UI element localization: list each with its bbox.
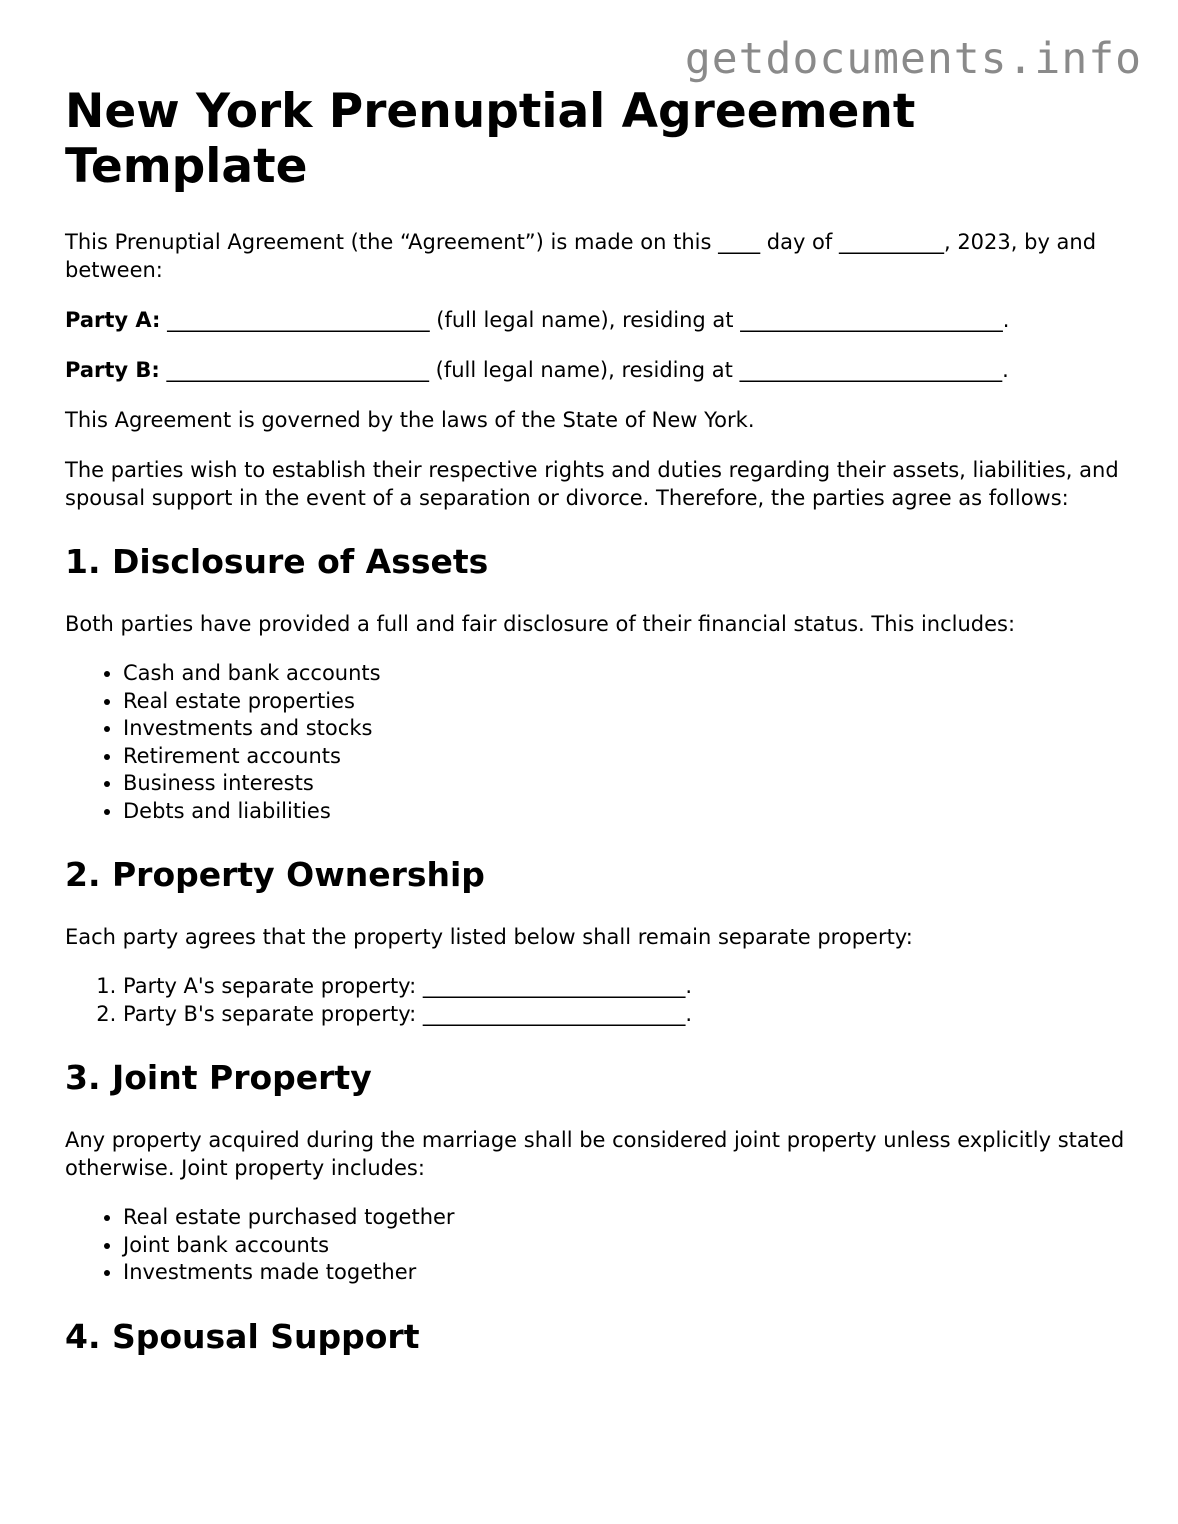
party-b-text: _________________________ (full legal name), residing at _________________________. bbox=[159, 358, 1009, 382]
purpose-paragraph: The parties wish to establish their respective rights and duties regarding their assets, liabilities, and spousal support in the event of a separation or divorce. Therefore, the parties agree as follows: bbox=[65, 458, 1119, 510]
governing-law-paragraph: This Agreement is governed by the laws of the State of New York. bbox=[65, 408, 755, 432]
list-item: 2. Party B's separate property: _________________________. bbox=[123, 1001, 1125, 1029]
list-item: • Real estate purchased together bbox=[123, 1204, 1125, 1232]
party-a-line bbox=[65, 306, 1125, 334]
list-item: • Real estate properties bbox=[123, 688, 1125, 716]
list-item: • Retirement accounts bbox=[123, 743, 1125, 771]
document-title: New York Prenuptial Agreement Template bbox=[65, 84, 916, 194]
joint-paragraph: Any property acquired during the marriage shall be considered joint property unless explicitly stated otherwise. Joint property includes: bbox=[65, 1128, 1125, 1180]
list-item: • Investments made together bbox=[123, 1259, 1125, 1287]
intro-paragraph: This Prenuptial Agreement (the “Agreement”) is made on this ____ day of __________, 2023, by and between: bbox=[65, 230, 1097, 282]
section-heading-disclosure: 1. Disclosure of Assets bbox=[65, 542, 489, 581]
ownership-list bbox=[65, 973, 1125, 1028]
party-a-text: _________________________ (full legal name), residing at _________________________. bbox=[160, 308, 1010, 332]
document-body bbox=[65, 84, 1125, 1385]
list-item: • Investments and stocks bbox=[123, 715, 1125, 743]
ownership-paragraph: Each party agrees that the property listed below shall remain separate property: bbox=[65, 925, 913, 949]
list-item: • Debts and liabilities bbox=[123, 798, 1125, 826]
list-item: 1. Party A's separate property: _________________________. bbox=[123, 973, 1125, 1001]
disclosure-paragraph: Both parties have provided a full and fair disclosure of their financial status. This includes: bbox=[65, 612, 1016, 636]
watermark: getdocuments.info bbox=[684, 34, 1142, 84]
section-heading-joint: 3. Joint Property bbox=[65, 1058, 372, 1097]
list-item: • Cash and bank accounts bbox=[123, 660, 1125, 688]
joint-list bbox=[65, 1204, 1125, 1287]
section-heading-ownership: 2. Property Ownership bbox=[65, 855, 485, 894]
party-a-label: Party A: bbox=[65, 308, 161, 332]
list-item: • Joint bank accounts bbox=[123, 1232, 1125, 1260]
disclosure-list bbox=[65, 660, 1125, 825]
party-b-line bbox=[65, 356, 1125, 384]
party-b-label: Party B: bbox=[65, 358, 160, 382]
list-item: • Business interests bbox=[123, 770, 1125, 798]
section-heading-support: 4. Spousal Support bbox=[65, 1316, 420, 1356]
